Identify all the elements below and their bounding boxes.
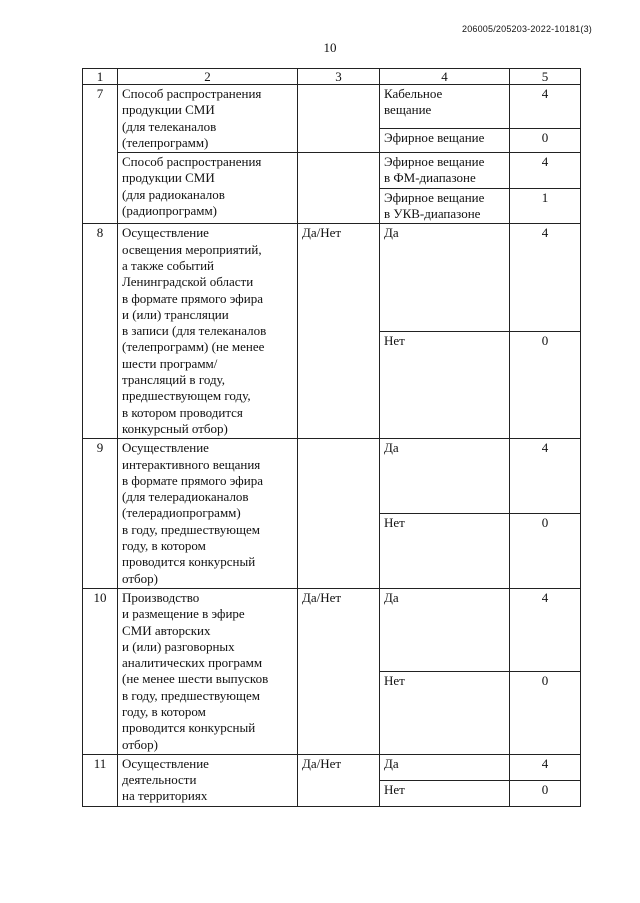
- option-label-cell: Нет: [380, 514, 510, 589]
- score-cell: 0: [510, 780, 581, 806]
- score-cell: 4: [510, 439, 581, 514]
- option-label-cell: Да: [380, 754, 510, 780]
- option-label-cell: Кабельное вещание: [380, 85, 510, 129]
- score-cell: 4: [510, 224, 581, 331]
- criterion-cell: Осуществление интерактивного вещания в формате прямого эфира (для телерадиоканалов (телерадиопрограмм) в году, предшествующем году, в котором проводится конкурсный отбор): [118, 439, 298, 589]
- score-cell: 4: [510, 153, 581, 189]
- score-cell: 0: [510, 671, 581, 754]
- criterion-cell: Способ распространения продукции СМИ (для радиоканалов (радиопрограмм): [118, 153, 298, 224]
- answer-format-cell: Да/Нет: [298, 224, 380, 439]
- score-cell: 0: [510, 129, 581, 153]
- criterion-cell: Осуществление деятельности на территориях: [118, 754, 298, 806]
- option-label-cell: Эфирное вещание в УКВ-диапазоне: [380, 188, 510, 224]
- criterion-cell: Способ распространения продукции СМИ (для телеканалов (телепрограмм): [118, 85, 298, 153]
- option-label-cell: Эфирное вещание: [380, 129, 510, 153]
- row-number: 11: [83, 754, 118, 806]
- column-header: 3: [298, 69, 380, 85]
- row-number: 10: [83, 588, 118, 754]
- column-header: 4: [380, 69, 510, 85]
- answer-format-cell: [298, 153, 380, 224]
- row-number: 9: [83, 439, 118, 589]
- score-cell: 0: [510, 514, 581, 589]
- option-label-cell: Да: [380, 224, 510, 331]
- answer-format-cell: [298, 439, 380, 589]
- column-header: 1: [83, 69, 118, 85]
- criterion-cell: Осуществление освещения мероприятий, а также событий Ленинградской области в формате прямого эфира и (или) трансляции в записи (для телеканалов (телепрограмм) (не менее шести программ/ трансляций в году, предшествующем году, в котором проводится конкурсный отбор): [118, 224, 298, 439]
- option-label-cell: Нет: [380, 671, 510, 754]
- table-row: [83, 588, 581, 671]
- row-number: 8: [83, 224, 118, 439]
- document-number: 206005/205203-2022-10181(3): [461, 24, 592, 34]
- table-row: [83, 85, 581, 129]
- option-label-cell: Да: [380, 439, 510, 514]
- table-row: [83, 439, 581, 514]
- criterion-cell: Производство и размещение в эфире СМИ авторских и (или) разговорных аналитических программ (не менее шести выпусков в году, предшествующем году, в котором проводится конкурсный отбор): [118, 588, 298, 754]
- column-header: 2: [118, 69, 298, 85]
- score-cell: 0: [510, 331, 581, 438]
- table-row: [83, 224, 581, 331]
- score-cell: 1: [510, 188, 581, 224]
- option-label-cell: Нет: [380, 331, 510, 438]
- answer-format-cell: Да/Нет: [298, 588, 380, 754]
- column-header: 5: [510, 69, 581, 85]
- score-cell: 4: [510, 588, 581, 671]
- criteria-table: [82, 68, 581, 807]
- table-row: [83, 754, 581, 780]
- table-row: [83, 153, 581, 189]
- page-number: 10: [323, 40, 337, 55]
- option-label-cell: Эфирное вещание в ФМ-диапазоне: [380, 153, 510, 189]
- score-cell: 4: [510, 85, 581, 129]
- header-row: [83, 69, 581, 85]
- answer-format-cell: [298, 85, 380, 153]
- option-label-cell: Да: [380, 588, 510, 671]
- score-cell: 4: [510, 754, 581, 780]
- option-label-cell: Нет: [380, 780, 510, 806]
- answer-format-cell: Да/Нет: [298, 754, 380, 806]
- row-number: 7: [83, 85, 118, 224]
